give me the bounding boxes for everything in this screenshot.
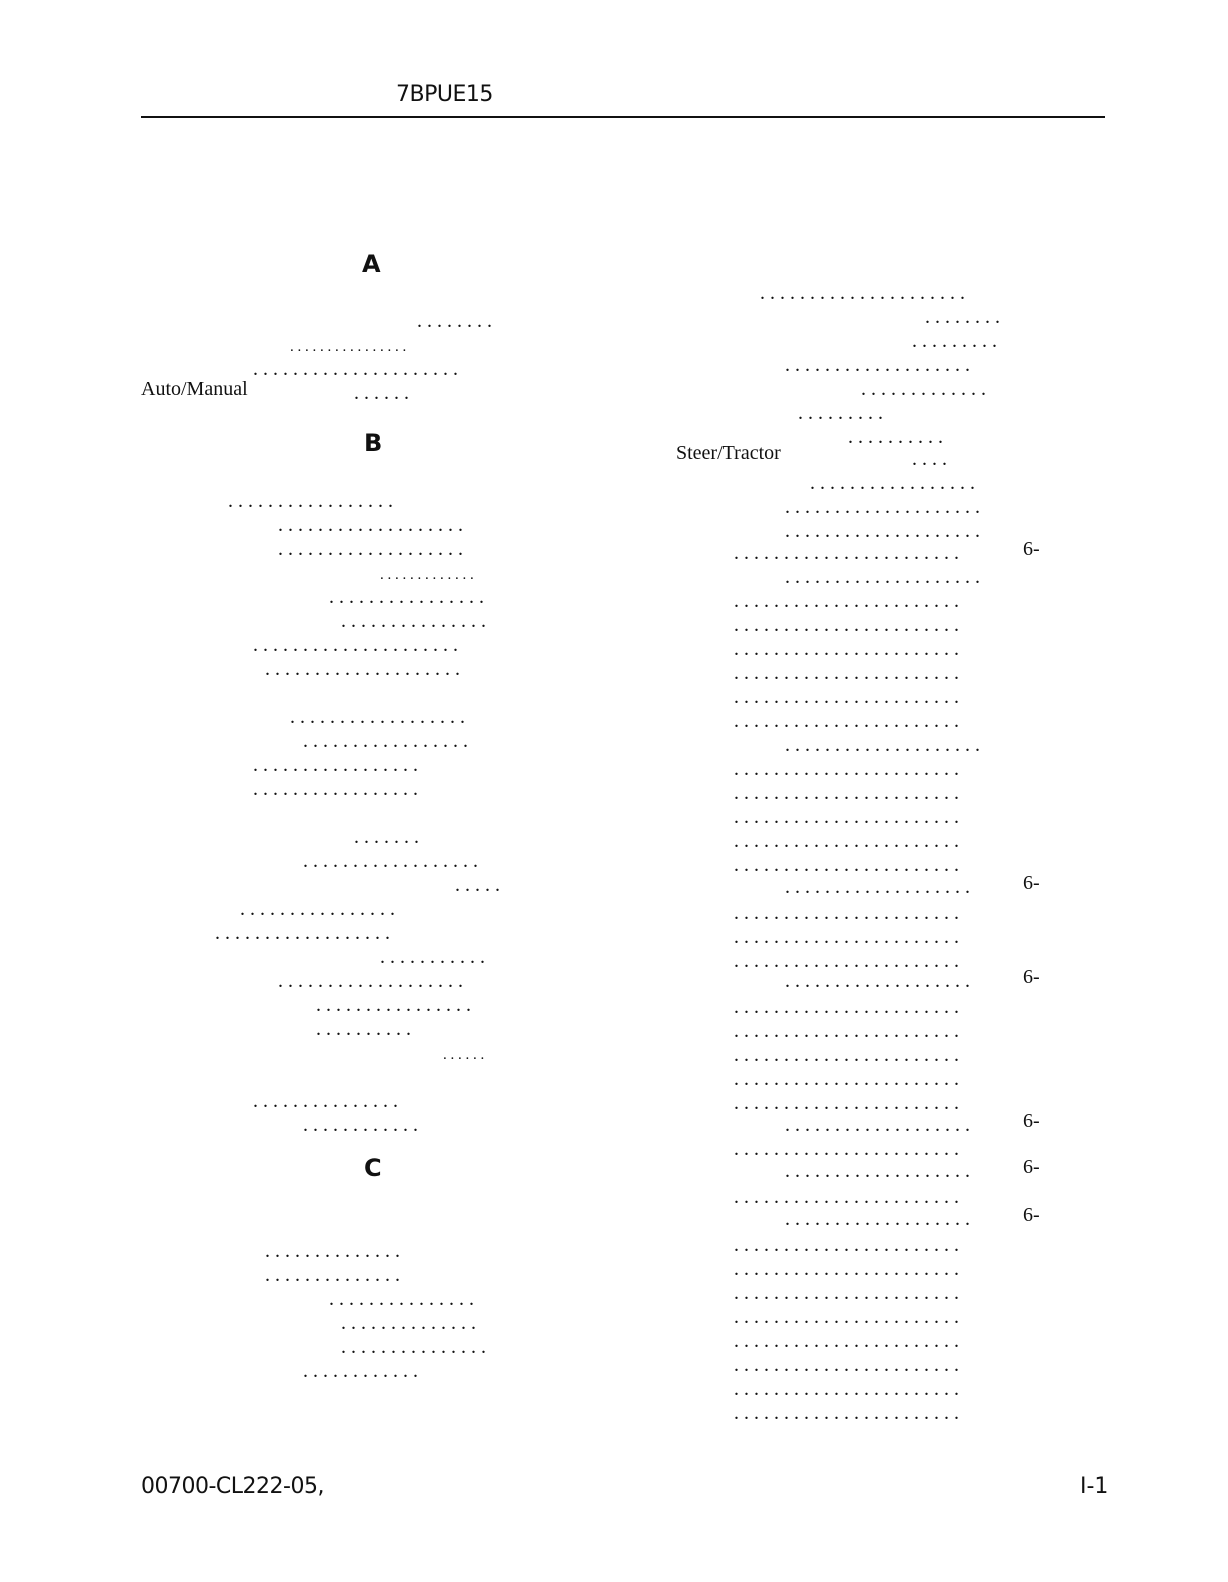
leader-dots: . . . . . . . . . . . . . . . . . [228,490,393,512]
leader-dots: . . . . . . . [354,826,419,848]
page-reference: 6- [1023,1110,1040,1132]
footer-doc-number: 00700-CL222-05, [141,1474,324,1499]
index-entry-steer-tractor [676,442,781,464]
leader-dots: . . . . . . . . . . . . . . . . . . . . . . . [734,782,959,804]
leader-dots: . . . . . . . . . . . . . . . . . . . . . . . [734,662,959,684]
header-rule [141,116,1105,118]
leader-dots: . . . . . . . . . . . . . . . [329,1288,474,1310]
leader-dots: . . . . . . . . . . . . . . . . . . . [278,970,463,992]
leader-dots: . . . . . . . . . . . . . . . . . . . . . . . [734,710,959,732]
leader-dots: . . . . . . . . . . . . . [861,378,986,400]
leader-dots: . . . . . . . . . . . . . . . . [240,898,395,920]
leader-dots: . . . . . . . . . . . . . . . . . . . . . . . [734,902,959,924]
leader-dots: . . . . . . . . . . . . . . . . [316,994,471,1016]
leader-dots: . . . . . . . . . . . . . . . . . . . [785,1160,970,1182]
leader-dots: . . . . . [455,874,500,896]
leader-dots: . . . . . . . . . . . . . . . . . . . [785,1208,970,1230]
leader-dots: . . . . . . . . . . . . . . . . . . . . . . . [734,1330,959,1352]
leader-dots: . . . . . . . . . . . . . . . . . . . [785,876,970,898]
leader-dots: . . . . . . . . . . . . . . . . . . . [785,970,970,992]
entry-label: Steer/Tractor [676,442,781,464]
page-reference: 6- [1023,1156,1040,1178]
leader-dots: . . . . . . . . . . . . . . . . [329,586,484,608]
leader-dots: . . . . . . . . . . . . . . . . . . . . . . . [734,1402,959,1424]
leader-dots: . . . . . . . . . . . . . . . . . . . . [785,734,980,756]
leader-dots: . . . . . . . . . . . . . . . . . . . . [265,658,460,680]
leader-dots: . . . . . . . . . . . . . . . . . . . . . . . [734,1306,959,1328]
leader-dots: . . . . . . . . . . . . . . . . . . . . . . . [734,1186,959,1208]
leader-dots: . . . . . . [443,1047,485,1063]
leader-dots: . . . . . . . . . . . . . . . [341,1336,486,1358]
leader-dots: . . . . . . . . . . . . . . . . . . . . . . . [734,590,959,612]
leader-dots: . . . . . . . . [417,310,492,332]
leader-dots: . . . . . . . . . . . . . . . [341,610,486,632]
leader-dots: . . . . . . . . . . . . [303,1114,418,1136]
leader-dots: . . . . . . . . . . . . . [380,567,474,583]
leader-dots: . . . . . . . . . . . . . . . . . . . . . . . [734,614,959,636]
leader-dots: . . . . . . . . . . . . . . . . . . . . . . . [734,926,959,948]
leader-dots: . . . . . . . . . . . . . . . . . . . [785,354,970,376]
leader-dots: . . . . . . . . . . . . [303,1360,418,1382]
leader-dots: . . . . . . . . . . . . . . . . . . . . [785,566,980,588]
leader-dots: . . . . . . . . . . . . . . . . . . . . . . . [734,1138,959,1160]
leader-dots: . . . . . . . . . . . . . . [265,1264,400,1286]
page-reference: 6- [1023,966,1040,988]
leader-dots: . . . . . . . . . . . . . . . . . . [290,706,465,728]
leader-dots: . . . . . . . . . . . . . . . . . . . . . . . [734,1068,959,1090]
leader-dots: . . . . . . . . . . . . . . . . . . . . [785,520,980,542]
leader-dots: . . . . . . . . . . . . . . . . . . . . . [253,358,458,380]
leader-dots: . . . . . . . . . . [848,426,943,448]
leader-dots: . . . . . . . . . . . . . . . . . . . . [785,496,980,518]
leader-dots: . . . . . . . . . . . . . . . . . . . . . . . [734,830,959,852]
leader-dots: . . . . . . . . . . . . . . . . [290,339,407,355]
header-code: 7BPUE15 [396,82,493,107]
leader-dots: . . . . . . . . . . . . . . . . . . . . . . . [734,1258,959,1280]
page-reference: 6- [1023,872,1040,894]
index-entry-auto-manual [141,378,248,400]
leader-dots: . . . . . . [354,382,409,404]
leader-dots: . . . . . . . . . . . . . . . . . . . . . . . [734,542,959,564]
leader-dots: . . . . . . . . [925,306,1000,328]
leader-dots: . . . . . . . . . . . [380,946,485,968]
leader-dots: . . . . . . . . . . . . . . . . . . . . . . . [734,686,959,708]
leader-dots: . . . . . . . . . . . . . . . . . . . . . . . [734,950,959,972]
leader-dots: . . . . . . . . . . . . . . [341,1312,476,1334]
leader-dots: . . . . . . . . . . . . . . . . . . . . . . . [734,1044,959,1066]
leader-dots: . . . . . . . . . . . . . . . . . . . . . . . [734,1354,959,1376]
section-letter-a: A [362,250,381,278]
leader-dots: . . . . . . . . . [798,402,883,424]
leader-dots: . . . . . . . . . . . . . . . . . . . [785,1114,970,1136]
leader-dots: . . . . . . . . . . . . . . . . . . . . . . . [734,1282,959,1304]
leader-dots: . . . . . . . . . . . . . . . [253,1090,398,1112]
leader-dots: . . . . . . . . . . . . . . . . . . [215,922,390,944]
leader-dots: . . . . . . . . . . . . . . . . . . . . . . . [734,1020,959,1042]
leader-dots: . . . . [912,448,947,470]
leader-dots: . . . . . . . . . . . . . . . . . [303,730,468,752]
leader-dots: . . . . . . . . . . . . . . . . . . . . . . . [734,996,959,1018]
page-reference: 6- [1023,1204,1040,1226]
leader-dots: . . . . . . . . . . . . . . . . . . . . . . . [734,638,959,660]
page-reference: 6- [1023,538,1040,560]
leader-dots: . . . . . . . . . . . . . . . . . [253,778,418,800]
leader-dots: . . . . . . . . . . . . . . . . . . . . . [253,634,458,656]
leader-dots: . . . . . . . . . . . . . . . . . . . . . . . [734,758,959,780]
leader-dots: . . . . . . . . . . [316,1018,411,1040]
leader-dots: . . . . . . . . . . . . . . . . . . . . . . . [734,1378,959,1400]
leader-dots: . . . . . . . . . . . . . . . . . . [303,850,478,872]
leader-dots: . . . . . . . . . . . . . . . . . . . . . . . [734,1092,959,1114]
leader-dots: . . . . . . . . . . . . . . . . . . . . . [760,282,965,304]
leader-dots: . . . . . . . . . . . . . . [265,1240,400,1262]
leader-dots: . . . . . . . . . . . . . . . . . . . . . . . [734,806,959,828]
leader-dots: . . . . . . . . . [912,330,997,352]
footer-page-number: I-1 [1080,1474,1109,1499]
section-letter-b: B [364,429,383,457]
leader-dots: . . . . . . . . . . . . . . . . . . . . . . . [734,854,959,876]
leader-dots: . . . . . . . . . . . . . . . . . [810,472,975,494]
entry-label: Auto/Manual [141,378,248,400]
leader-dots: . . . . . . . . . . . . . . . . . . . [278,538,463,560]
section-letter-c: C [364,1154,382,1182]
leader-dots: . . . . . . . . . . . . . . . . . . . . . . . [734,1234,959,1256]
leader-dots: . . . . . . . . . . . . . . . . . . . [278,514,463,536]
leader-dots: . . . . . . . . . . . . . . . . . [253,754,418,776]
